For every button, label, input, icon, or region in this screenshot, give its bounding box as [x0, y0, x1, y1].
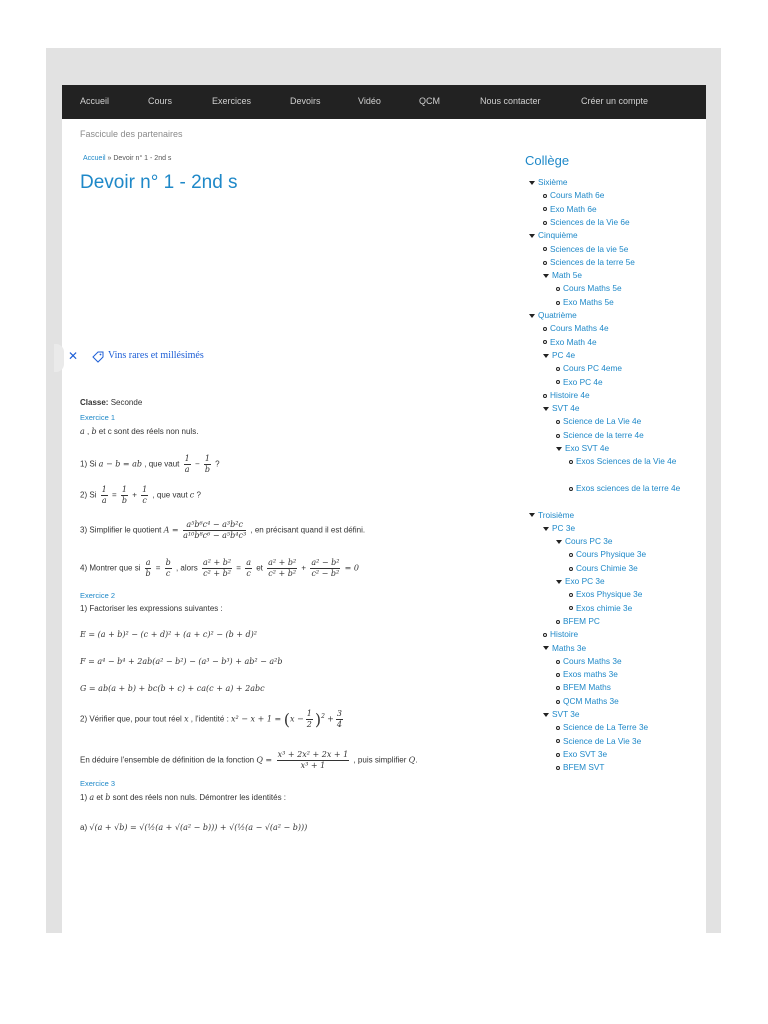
breadcrumb-separator: » — [105, 155, 114, 162]
breadcrumb-current: Devoir n° 1 - 2nd s — [113, 155, 172, 162]
identity-label: a) — [80, 823, 90, 832]
close-icon[interactable]: ✕ — [68, 349, 79, 363]
sidebar-item-label: Exos sciences de la terre 4e — [576, 482, 681, 493]
nav-video[interactable]: Vidéo — [358, 96, 381, 106]
deduce-domain: En déduire l'ensemble de définition de la fonction Q = $\frac{\text{x³ + 2x² + 2x + 1}}{\text{x³ + 1}}$ , puis simplifier Q. — [80, 750, 418, 770]
deduce-Q: Q = — [256, 755, 275, 765]
sidebar-item-label: Exo PC 3e — [565, 576, 605, 586]
sidebar-item[interactable] — [556, 721, 648, 734]
nav-exercices[interactable]: Exercices — [212, 96, 252, 106]
triangle-down-icon[interactable] — [543, 274, 549, 278]
question-3 — [80, 520, 365, 541]
bullet-circle-icon — [556, 686, 560, 690]
q3-numerator: a⁵b⁶c⁴ − a³b²c — [183, 520, 246, 531]
sidebar-item-label: Troisième — [538, 509, 575, 520]
triangle-down-icon[interactable] — [543, 407, 549, 411]
bullet-circle-icon — [569, 606, 573, 610]
bullet-circle-icon — [543, 394, 547, 398]
verify-text-b: , l'identité : — [188, 714, 232, 724]
page-title: Devoir n° 1 - 2nd s — [80, 172, 238, 193]
sidebar-item-label: Cours PC 4eme — [563, 363, 623, 374]
sidebar-item[interactable] — [529, 309, 577, 322]
sidebar-item[interactable] — [543, 708, 580, 721]
bullet-circle-icon — [543, 261, 547, 265]
sidebar-item-label: PC 4e — [552, 349, 576, 360]
sidebar-item[interactable] — [556, 535, 613, 548]
q1-end: ? — [212, 459, 220, 469]
sidebar-item[interactable] — [556, 362, 622, 375]
q1-equation: a − b = ab — [98, 459, 143, 469]
q2-var: c — [189, 490, 195, 500]
identity-a — [80, 823, 307, 832]
bullet-circle-icon — [556, 700, 560, 704]
q4-text-c: et — [253, 563, 266, 573]
sidebar-item-label: Maths 3e — [552, 642, 587, 653]
question-2: 2) Si $\frac{1}{a}$ = $\frac{1}{b}$ + $\frac{1}{c}$ , que vaut c ? — [80, 485, 201, 505]
sidebar-item-label: Sciences de la vie 5e — [550, 243, 629, 254]
bullet-circle-icon — [569, 567, 573, 571]
partner-link[interactable]: Fascicule des partenaires — [80, 129, 183, 139]
q4-text-a: 4) Montrer que si — [80, 563, 143, 573]
sidebar-item-label: Science de la terre 4e — [563, 429, 644, 440]
bullet-circle-icon — [556, 620, 560, 624]
verify-text-a: 2) Vérifier que, pour tout réel — [80, 714, 185, 724]
q1-text-b: , que vaut — [142, 459, 182, 469]
nav-create-account[interactable]: Créer un compte — [581, 96, 649, 106]
sidebar-item-label: Cours PC 3e — [565, 536, 613, 547]
classe-value: Seconde — [108, 398, 143, 407]
sidebar-item-label: Exo Math 4e — [550, 336, 597, 347]
bullet-circle-icon — [569, 593, 573, 597]
verify-equation: x² − x + 1 = — [231, 714, 284, 724]
sidebar-item[interactable] — [556, 668, 618, 681]
sidebar-item-label: Exos chimie 3e — [576, 602, 633, 613]
tag-icon — [92, 351, 104, 363]
ad-tab — [54, 344, 64, 372]
sidebar-item[interactable] — [529, 229, 578, 242]
sidebar-item[interactable] — [556, 655, 622, 668]
sidebar-item[interactable] — [569, 562, 638, 575]
sidebar-item[interactable] — [556, 615, 600, 628]
ex1-intro-text: et c sont des réels non nuls. — [96, 427, 199, 436]
sidebar-item[interactable] — [569, 482, 681, 495]
q2-text-a: 2) Si — [80, 490, 99, 500]
breadcrumb — [83, 155, 171, 162]
sidebar-item[interactable] — [556, 748, 607, 761]
ex3-text-c: sont des réels non nuls. Démontrer les identités : — [110, 793, 287, 802]
sidebar-item[interactable] — [543, 336, 597, 349]
sidebar-item-label: Science de La Terre 3e — [563, 722, 649, 733]
sidebar-item[interactable] — [543, 628, 578, 641]
sidebar-item[interactable] — [556, 296, 614, 309]
deduce-text-a: En déduire l'ensemble de définition de la fonction — [80, 755, 257, 765]
page-container — [62, 85, 706, 933]
question-4: 4) Montrer que si $\frac{a}{b}$ = $\frac{b}{c}$ , alors $\frac{\text{a² + b²}}{\text{c² + b²}}$ = $\frac{a}{c}$ et $\frac{\text{a² + b²}}{\text{c² + b²}}$ + $\frac{\text{a² − b²}}{\text{c² − b²}}$ = 0 — [80, 558, 359, 578]
sidebar-item[interactable] — [569, 455, 681, 468]
triangle-down-icon[interactable] — [529, 513, 535, 517]
bullet-circle-icon — [543, 221, 547, 225]
sidebar-item-label: Histoire 4e — [550, 389, 590, 400]
sidebar-item-label: Sixième — [538, 177, 568, 187]
sidebar-item[interactable] — [569, 602, 632, 615]
deduce-denominator: x³ + 1 — [300, 761, 326, 770]
triangle-down-icon[interactable] — [529, 181, 535, 185]
sidebar-item[interactable] — [556, 442, 609, 455]
sidebar-item[interactable] — [543, 216, 630, 229]
exercise-3-heading: Exercice 3 — [80, 779, 116, 788]
expression-F: F = a⁴ − b⁴ + 2ab(a² − b²) − (a³ − b³) + ab² − a²b — [80, 657, 283, 666]
breadcrumb-home[interactable]: Accueil — [83, 155, 106, 162]
top-nav — [62, 85, 706, 119]
q1-text-a: 1) Si — [80, 459, 99, 469]
bullet-circle-icon — [556, 739, 560, 743]
triangle-down-icon[interactable] — [529, 234, 535, 238]
sidebar-item[interactable] — [529, 509, 574, 522]
sidebar — [525, 153, 705, 773]
sidebar-item[interactable] — [543, 189, 604, 202]
bullet-circle-icon — [569, 460, 573, 464]
sidebar-item[interactable] — [543, 642, 586, 655]
exercise-1-heading: Exercice 1 — [80, 413, 116, 422]
bullet-circle-icon — [556, 380, 560, 384]
sidebar-item[interactable] — [556, 282, 622, 295]
bullet-circle-icon — [569, 553, 573, 557]
bullet-circle-icon — [556, 420, 560, 424]
triangle-down-icon[interactable] — [543, 354, 549, 358]
sidebar-item[interactable] — [556, 376, 603, 389]
triangle-down-icon[interactable] — [556, 540, 562, 544]
bullet-circle-icon — [543, 247, 547, 251]
sidebar-item-label: Exo SVT 3e — [563, 748, 608, 759]
classe-label: Classe: — [80, 398, 109, 407]
sidebar-item-label: Science de La Vie 3e — [563, 735, 642, 746]
sidebar-item-label: Math 5e — [552, 270, 582, 281]
expression-G: G = ab(a + b) + bc(b + c) + ca(c + a) + 2abc — [80, 684, 265, 693]
sidebar-item-label: Science de La Vie 4e — [563, 416, 642, 427]
q2-end: ? — [194, 490, 201, 500]
bullet-circle-icon — [556, 766, 560, 770]
triangle-down-icon[interactable] — [556, 447, 562, 451]
bullet-circle-icon — [556, 673, 560, 677]
ad-text[interactable]: Vins rares et millésimés — [108, 350, 204, 361]
bullet-circle-icon — [556, 726, 560, 730]
deduce-text-b: , puis simplifier — [351, 755, 409, 765]
bullet-circle-icon — [543, 340, 547, 344]
sidebar-item-label: Exo SVT 4e — [565, 443, 610, 453]
sidebar-item[interactable] — [543, 402, 580, 415]
sidebar-item[interactable] — [556, 681, 611, 694]
nav-cours[interactable]: Cours — [148, 96, 173, 106]
bullet-circle-icon — [569, 487, 573, 491]
sidebar-item[interactable] — [569, 548, 646, 561]
sidebar-item-label: Exos Physique 3e — [576, 589, 643, 600]
nav-devoirs[interactable]: Devoirs — [290, 96, 321, 106]
sidebar-item-label: Sciences de la terre 5e — [550, 256, 635, 267]
sidebar-item[interactable] — [543, 349, 575, 362]
sidebar-item-label: SVT 4e — [552, 403, 580, 414]
bullet-circle-icon — [543, 633, 547, 637]
identity-equation: √(a + √b) = √(½(a + √(a² − b))) + √(½(a − √(a² − b))) — [89, 823, 308, 832]
sidebar-item-label: Cours Physique 3e — [576, 549, 647, 560]
sidebar-item-label: Exo PC 4e — [563, 376, 603, 387]
nav-qcm[interactable]: QCM — [419, 96, 440, 106]
triangle-down-icon[interactable] — [543, 713, 549, 717]
bullet-circle-icon — [556, 660, 560, 664]
sidebar-item[interactable] — [543, 256, 635, 269]
sidebar-item[interactable] — [556, 695, 619, 708]
sidebar-item-label: Exo Math 6e — [550, 203, 597, 214]
expression-E: E = (a + b)² − (c + d)² + (a + c)² − (b + d)² — [80, 630, 257, 639]
sidebar-item-label: Exo Maths 5e — [563, 296, 614, 307]
bullet-circle-icon — [543, 207, 547, 211]
bullet-circle-icon — [543, 327, 547, 331]
ex2-intro: 1) Factoriser les expressions suivantes : — [80, 604, 223, 613]
q2-text-b: , que vaut — [150, 490, 190, 500]
sidebar-item-label: Cinquième — [538, 230, 578, 241]
bullet-circle-icon — [556, 287, 560, 291]
sidebar-title: Collège — [525, 153, 570, 168]
verify-x: x — [184, 714, 189, 724]
bullet-circle-icon — [543, 194, 547, 198]
sidebar-item[interactable] — [543, 522, 575, 535]
nav-accueil[interactable]: Accueil — [80, 96, 110, 106]
sidebar-item[interactable] — [543, 269, 582, 282]
ex3-intro: 1) a et b sont des réels non nuls. Démontrer les identités : — [80, 793, 287, 802]
deduce-numerator: x³ + 2x² + 2x + 1 — [277, 750, 349, 759]
sidebar-item-label: Cours Chimie 3e — [576, 562, 638, 573]
sidebar-item[interactable] — [556, 575, 605, 588]
nav-contact[interactable]: Nous contacter — [480, 96, 541, 106]
q4-text-b: , alors — [173, 563, 200, 573]
q3-text-b: , en précisant quand il est défini. — [248, 525, 366, 535]
sidebar-item-label: PC 3e — [552, 522, 576, 533]
sidebar-item-label: Cours Maths 3e — [563, 655, 622, 666]
sidebar-item-label: SVT 3e — [552, 709, 580, 719]
sidebar-item[interactable] — [556, 429, 644, 442]
sidebar-item[interactable] — [543, 243, 628, 256]
sidebar-item[interactable] — [543, 322, 609, 335]
sidebar-item[interactable] — [543, 389, 590, 402]
ad-banner[interactable] — [68, 349, 228, 365]
sidebar-item-label: Quatrième — [538, 310, 577, 320]
sidebar-item-label: BFEM SVT — [563, 762, 605, 773]
sidebar-item-label: QCM Maths 3e — [563, 695, 619, 706]
sidebar-item-label: Sciences de la Vie 6e — [550, 216, 630, 227]
sidebar-item-label: Exos maths 3e — [563, 669, 618, 680]
sidebar-item[interactable] — [556, 761, 605, 774]
bullet-circle-icon — [556, 367, 560, 371]
triangle-down-icon[interactable] — [556, 580, 562, 584]
sidebar-item[interactable] — [569, 588, 642, 601]
sidebar-item-label: Cours Maths 5e — [563, 283, 622, 294]
sidebar-item-label: Cours Maths 4e — [550, 323, 609, 334]
ex3-text-a: 1) — [80, 793, 90, 802]
sidebar-item[interactable] — [556, 735, 641, 748]
q3-text-a: 3) Simplifier le quotient — [80, 525, 164, 535]
bullet-circle-icon — [556, 301, 560, 305]
sidebar-item-label: BFEM Maths — [563, 682, 611, 693]
q3-denominator: a¹⁰b⁸c⁶ − a⁵b⁴c³ — [183, 531, 247, 540]
sidebar-item[interactable] — [529, 176, 568, 189]
exercise-2-heading: Exercice 2 — [80, 591, 116, 600]
sidebar-item-label: Exos Sciences de la Vie 4e — [576, 456, 677, 467]
verify-identity: 2) Vérifier que, pour tout réel x , l'identité : x² − x + 1 = (x − $\frac{1}{2}$ )$^2$ + $\frac{3}{4}$ — [80, 709, 342, 729]
triangle-down-icon[interactable] — [529, 314, 535, 318]
question-1: 1) Si a − b = ab , que vaut $\frac{1}{a}$ − $\frac{1}{b}$ ? — [80, 454, 220, 474]
bullet-circle-icon — [556, 753, 560, 757]
triangle-down-icon[interactable] — [543, 527, 549, 531]
ex1-intro: a , b et c sont des réels non nuls. — [80, 427, 199, 436]
classe-line — [80, 398, 142, 407]
sidebar-item[interactable] — [556, 415, 641, 428]
sidebar-item-label: Histoire — [550, 629, 579, 640]
ex3-text-b: et — [94, 793, 106, 802]
sidebar-item[interactable] — [543, 203, 597, 216]
sidebar-item-label: Cours Math 6e — [550, 190, 605, 201]
triangle-down-icon[interactable] — [543, 646, 549, 650]
sidebar-item-label: BFEM PC — [563, 615, 600, 626]
bullet-circle-icon — [556, 434, 560, 438]
deduce-Q2: Q — [408, 755, 416, 765]
q3-A: A = — [163, 525, 182, 535]
